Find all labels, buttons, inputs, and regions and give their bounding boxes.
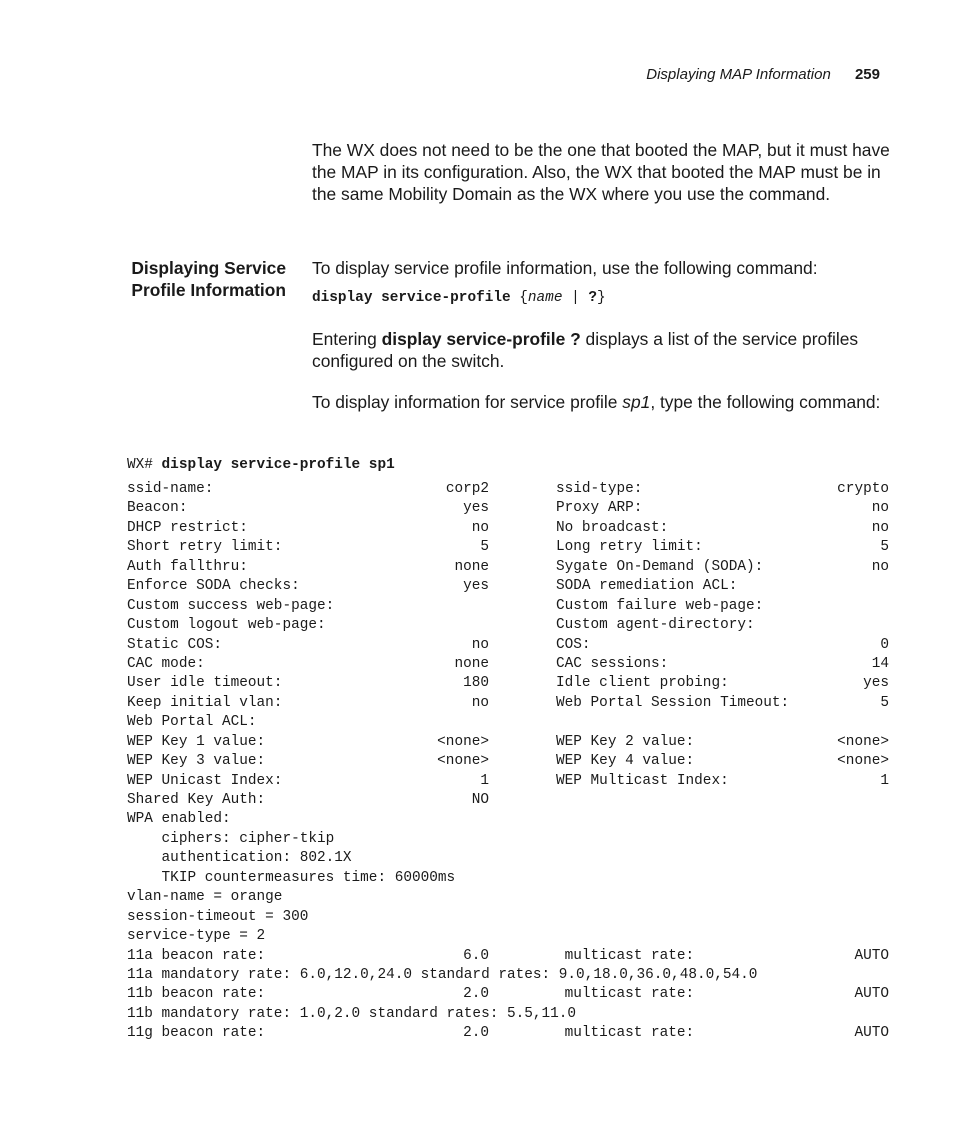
output-right-value: yes xyxy=(863,675,889,692)
output-right-value: 5 xyxy=(880,539,889,556)
output-left-key: Shared Key Auth: xyxy=(127,792,266,808)
command-syntax xyxy=(312,289,606,307)
output-right-value: AUTO xyxy=(854,986,889,1003)
output-left-key: 11a beacon rate: xyxy=(127,947,266,964)
output-left-key: User idle timeout: xyxy=(127,675,283,692)
output-left-key: ssid-name: xyxy=(127,481,214,497)
output-row xyxy=(127,1024,889,1043)
output-right-value: AUTO xyxy=(854,947,889,964)
output-right-key: WEP Multicast Index: xyxy=(556,772,729,789)
output-right-value: <none> xyxy=(837,753,889,770)
output-right-key: COS: xyxy=(556,636,591,653)
output-left-value: 5 xyxy=(480,539,489,556)
output-row xyxy=(127,733,889,752)
output-row xyxy=(127,849,889,868)
output-right-value: 14 xyxy=(871,655,889,672)
command-output xyxy=(127,480,889,1044)
section-heading xyxy=(80,257,286,301)
cli-prompt: WX# xyxy=(127,457,162,473)
output-row xyxy=(127,519,889,538)
output-left-key: WEP Unicast Index: xyxy=(127,772,283,789)
output-row xyxy=(127,888,889,907)
running-header-title: Displaying MAP Information xyxy=(646,66,831,83)
para2-post: displays a list of the service profiles configured on the switch. xyxy=(312,329,859,371)
syntax-separator: | xyxy=(562,290,589,306)
output-right-key: No broadcast: xyxy=(556,519,669,536)
para3-post: , type the following command: xyxy=(650,392,881,412)
syntax-open-brace: { xyxy=(510,290,528,306)
output-left-value: no xyxy=(471,519,489,536)
output-left-key: DHCP restrict: xyxy=(127,519,248,536)
output-row xyxy=(127,713,889,732)
output-row xyxy=(127,791,889,810)
section-heading-line2: Profile Information xyxy=(131,280,286,300)
output-left-key: Custom logout web-page: xyxy=(127,617,326,634)
output-row xyxy=(127,558,889,577)
output-left-value: NO xyxy=(471,792,489,808)
output-row xyxy=(127,1005,889,1024)
output-row xyxy=(127,810,889,829)
output-left-value: yes xyxy=(463,578,489,595)
output-row xyxy=(127,908,889,927)
output-line: session-timeout = 300 xyxy=(127,908,309,925)
output-left-value: yes xyxy=(463,500,489,517)
output-line: service-type = 2 xyxy=(127,928,266,945)
output-row xyxy=(127,577,889,596)
output-left-key: WEP Key 1 value: xyxy=(127,733,266,750)
output-right-value: no xyxy=(871,519,889,536)
output-row xyxy=(127,538,889,557)
output-left-key: CAC mode: xyxy=(127,655,205,672)
output-left-key: 11b beacon rate: xyxy=(127,986,266,1003)
output-left-value: none xyxy=(454,655,489,672)
example-command-line xyxy=(127,456,395,474)
output-right-key: Custom agent-directory: xyxy=(556,617,755,634)
section-heading-line1: Displaying Service xyxy=(131,258,286,278)
command-intro-paragraph: To display service profile information, use the following command: xyxy=(312,258,818,278)
output-line: 11b mandatory rate: 1.0,2.0 standard rates: 5.5,11.0 xyxy=(127,1005,577,1022)
para3-pre: To display information for service profile xyxy=(312,392,623,412)
output-row xyxy=(127,480,889,499)
output-row xyxy=(127,985,889,1004)
output-right-key: Sygate On-Demand (SODA): xyxy=(556,558,764,575)
output-left-value: 180 xyxy=(463,675,489,692)
output-left-value: 1 xyxy=(480,772,489,789)
intro-paragraph: The WX does not need to be the one that booted the MAP, but it must have the MAP in its configuration. Also, the WX that booted the MAP must be in the same Mobility Domain as the WX where you use the command. xyxy=(312,140,890,204)
output-row xyxy=(127,616,889,635)
running-header xyxy=(646,66,880,83)
output-right-value: no xyxy=(871,558,889,575)
output-row xyxy=(127,772,889,791)
list-profiles-paragraph xyxy=(312,328,892,372)
output-left-value: none xyxy=(454,558,489,575)
output-row xyxy=(127,927,889,946)
output-left-value: <none> xyxy=(437,733,489,750)
output-left-value: <none> xyxy=(437,753,489,770)
output-right-value: no xyxy=(871,500,889,517)
output-row xyxy=(127,947,889,966)
output-right-value: 5 xyxy=(880,694,889,711)
output-left-key: Short retry limit: xyxy=(127,539,283,556)
syntax-close-brace: } xyxy=(597,290,606,306)
output-line: vlan-name = orange xyxy=(127,889,283,906)
output-row xyxy=(127,499,889,518)
output-line: 11a mandatory rate: 6.0,12.0,24.0 standard rates: 9.0,18.0,36.0,48.0,54.0 xyxy=(127,966,758,983)
output-right-key: Web Portal Session Timeout: xyxy=(556,694,790,711)
output-left-key: WEP Key 3 value: xyxy=(127,753,266,770)
output-line: TKIP countermeasures time: 60000ms xyxy=(127,869,456,886)
output-right-value: 0 xyxy=(880,636,889,653)
syntax-question: ? xyxy=(588,290,598,306)
output-right-key: Custom failure web-page: xyxy=(556,597,764,614)
output-right-value: AUTO xyxy=(854,1025,889,1042)
output-left-value: 6.0 xyxy=(463,947,489,964)
output-right-key: ssid-type: xyxy=(556,481,643,497)
output-line: authentication: 802.1X xyxy=(127,850,352,867)
output-right-value: crypto xyxy=(837,481,889,497)
output-right-key: Proxy ARP: xyxy=(556,500,643,517)
output-left-value: 2.0 xyxy=(463,1025,489,1042)
output-row xyxy=(127,694,889,713)
output-row xyxy=(127,830,889,849)
syntax-name-placeholder: name xyxy=(527,290,563,306)
output-row xyxy=(127,597,889,616)
para2-command: display service-profile ? xyxy=(381,329,581,349)
output-left-value: no xyxy=(471,694,489,711)
output-row xyxy=(127,869,889,888)
para2-pre: Entering xyxy=(312,329,382,349)
output-right-key: SODA remediation ACL: xyxy=(556,578,738,595)
output-row xyxy=(127,655,889,674)
cli-command: display service-profile sp1 xyxy=(161,457,395,473)
output-line: WPA enabled: xyxy=(127,811,231,828)
output-left-key: Static COS: xyxy=(127,636,222,653)
output-row xyxy=(127,674,889,693)
output-left-value: 2.0 xyxy=(463,986,489,1003)
output-right-key: Idle client probing: xyxy=(556,675,729,692)
output-left-key: Auth fallthru: xyxy=(127,558,248,575)
output-left-value: no xyxy=(471,636,489,653)
output-left-key: Web Portal ACL: xyxy=(127,714,257,731)
output-left-key: Keep initial vlan: xyxy=(127,694,283,711)
output-left-value: corp2 xyxy=(445,481,489,497)
output-line: ciphers: cipher-tkip xyxy=(127,830,335,847)
output-right-key: WEP Key 2 value: xyxy=(556,733,695,750)
output-right-key: multicast rate: xyxy=(556,986,695,1003)
output-left-key: Beacon: xyxy=(127,500,188,517)
para3-profile-name: sp1 xyxy=(622,392,651,412)
output-row xyxy=(127,752,889,771)
example-intro-paragraph xyxy=(312,391,892,413)
output-row xyxy=(127,966,889,985)
output-right-key: Long retry limit: xyxy=(556,539,703,556)
output-left-key: Custom success web-page: xyxy=(127,597,335,614)
output-right-key: WEP Key 4 value: xyxy=(556,753,695,770)
output-right-key: multicast rate: xyxy=(556,947,695,964)
output-right-key: multicast rate: xyxy=(556,1025,695,1042)
output-left-key: 11g beacon rate: xyxy=(127,1025,266,1042)
output-row xyxy=(127,636,889,655)
syntax-command: display service-profile xyxy=(312,290,511,306)
output-right-value: <none> xyxy=(837,733,889,750)
output-right-value: 1 xyxy=(880,772,889,789)
output-left-key: Enforce SODA checks: xyxy=(127,578,300,595)
page-number: 259 xyxy=(854,66,880,83)
output-right-key: CAC sessions: xyxy=(556,655,669,672)
